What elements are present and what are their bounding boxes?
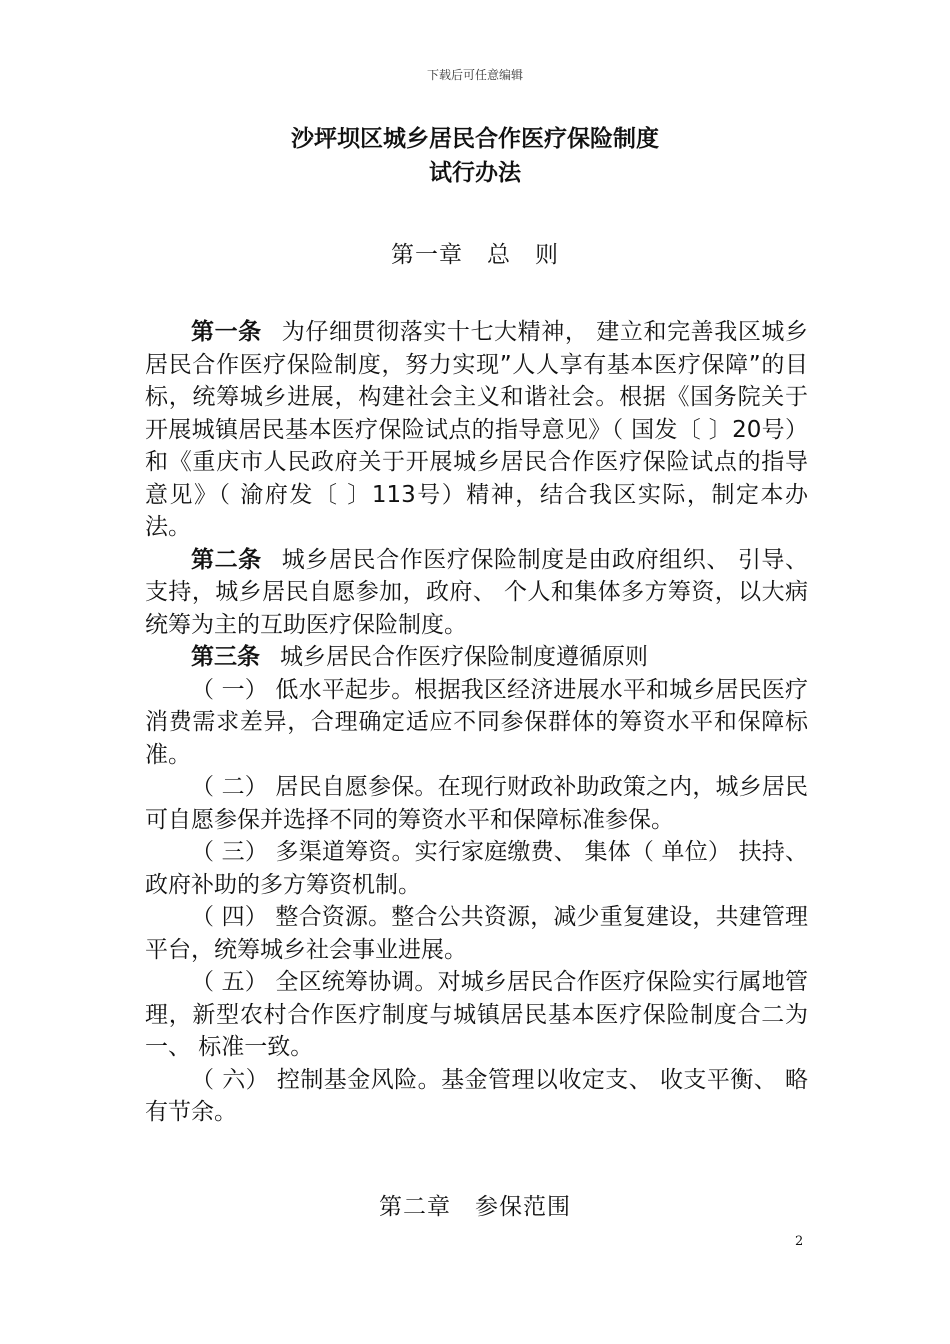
document-title bbox=[0, 122, 950, 190]
page-number: 2 bbox=[795, 1234, 804, 1249]
principle-3: （ 三） 多渠道筹资。实行家庭缴费、 集体（ 单位） 扶持、政府补助的多方筹资机制。 bbox=[145, 839, 808, 898]
article-2 bbox=[145, 544, 808, 642]
principle-5: （ 五） 全区统筹协调。对城乡居民合作医疗保险实行属地管理，新型农村合作医疗制度与城镇居民基本医疗保险制度合二为一、 标准一致。 bbox=[145, 969, 808, 1060]
article-3-text: 城乡居民合作医疗保险制度遵循原则 bbox=[280, 644, 648, 670]
article-1 bbox=[145, 316, 808, 544]
principle-2: （ 二） 居民自愿参保。在现行财政补助政策之内，城乡居民可自愿参保并选择不同的筹资水平和保障标准参保。 bbox=[145, 774, 808, 833]
download-note: 下载后可任意编辑 bbox=[426, 68, 523, 82]
article-3 bbox=[145, 641, 808, 674]
principle-6: （ 六） 控制基金风险。基金管理以收定支、 收支平衡、 略有节余。 bbox=[145, 1066, 808, 1125]
article-2-label: 第二条 bbox=[191, 546, 262, 573]
article-3-label: 第三条 bbox=[191, 644, 260, 670]
chapter-2-heading: 第二章 参保范围 bbox=[379, 1194, 571, 1220]
document-title-line-1: 沙坪坝区城乡居民合作医疗保险制度 bbox=[291, 126, 659, 152]
document-body bbox=[145, 316, 808, 1129]
principle-4: （ 四） 整合资源。整合公共资源，减少重复建设，共建管理平台，统筹城乡社会事业进展。 bbox=[145, 904, 808, 963]
article-1-text: 为仔细贯彻落实十七大精神， 建立和完善我区城乡居民合作医疗保险制度，努力实现”人人享有基本医疗保障”的目标，统筹城乡进展，构建社会主义和谐社会。根据《国务院关于开展城镇居民基本医疗保险试点的指导意见》（ 国发〔 〕20号）和《重庆市人民政府关于开展城乡居民合作医疗保险试点的指导意见》（ 渝府发〔 〕113号）精神，结合我区实际，制定本办法。 bbox=[145, 319, 809, 540]
principle-1: （ 一） 低水平起步。根据我区经济进展水平和城乡居民医疗消费需求差异，合理确定适应不同参保群体的筹资水平和保障标准。 bbox=[145, 676, 808, 768]
article-1-label: 第一条 bbox=[191, 319, 262, 345]
chapter-1-heading: 第一章 总 则 bbox=[391, 242, 559, 268]
article-2-text: 城乡居民合作医疗保险制度是由政府组织、 引导、支持，城乡居民自愿参加，政府、 个人和集体多方筹资，以大病统筹为主的互助医疗保险制度。 bbox=[145, 546, 809, 638]
document-title-line-2: 试行办法 bbox=[429, 160, 521, 186]
